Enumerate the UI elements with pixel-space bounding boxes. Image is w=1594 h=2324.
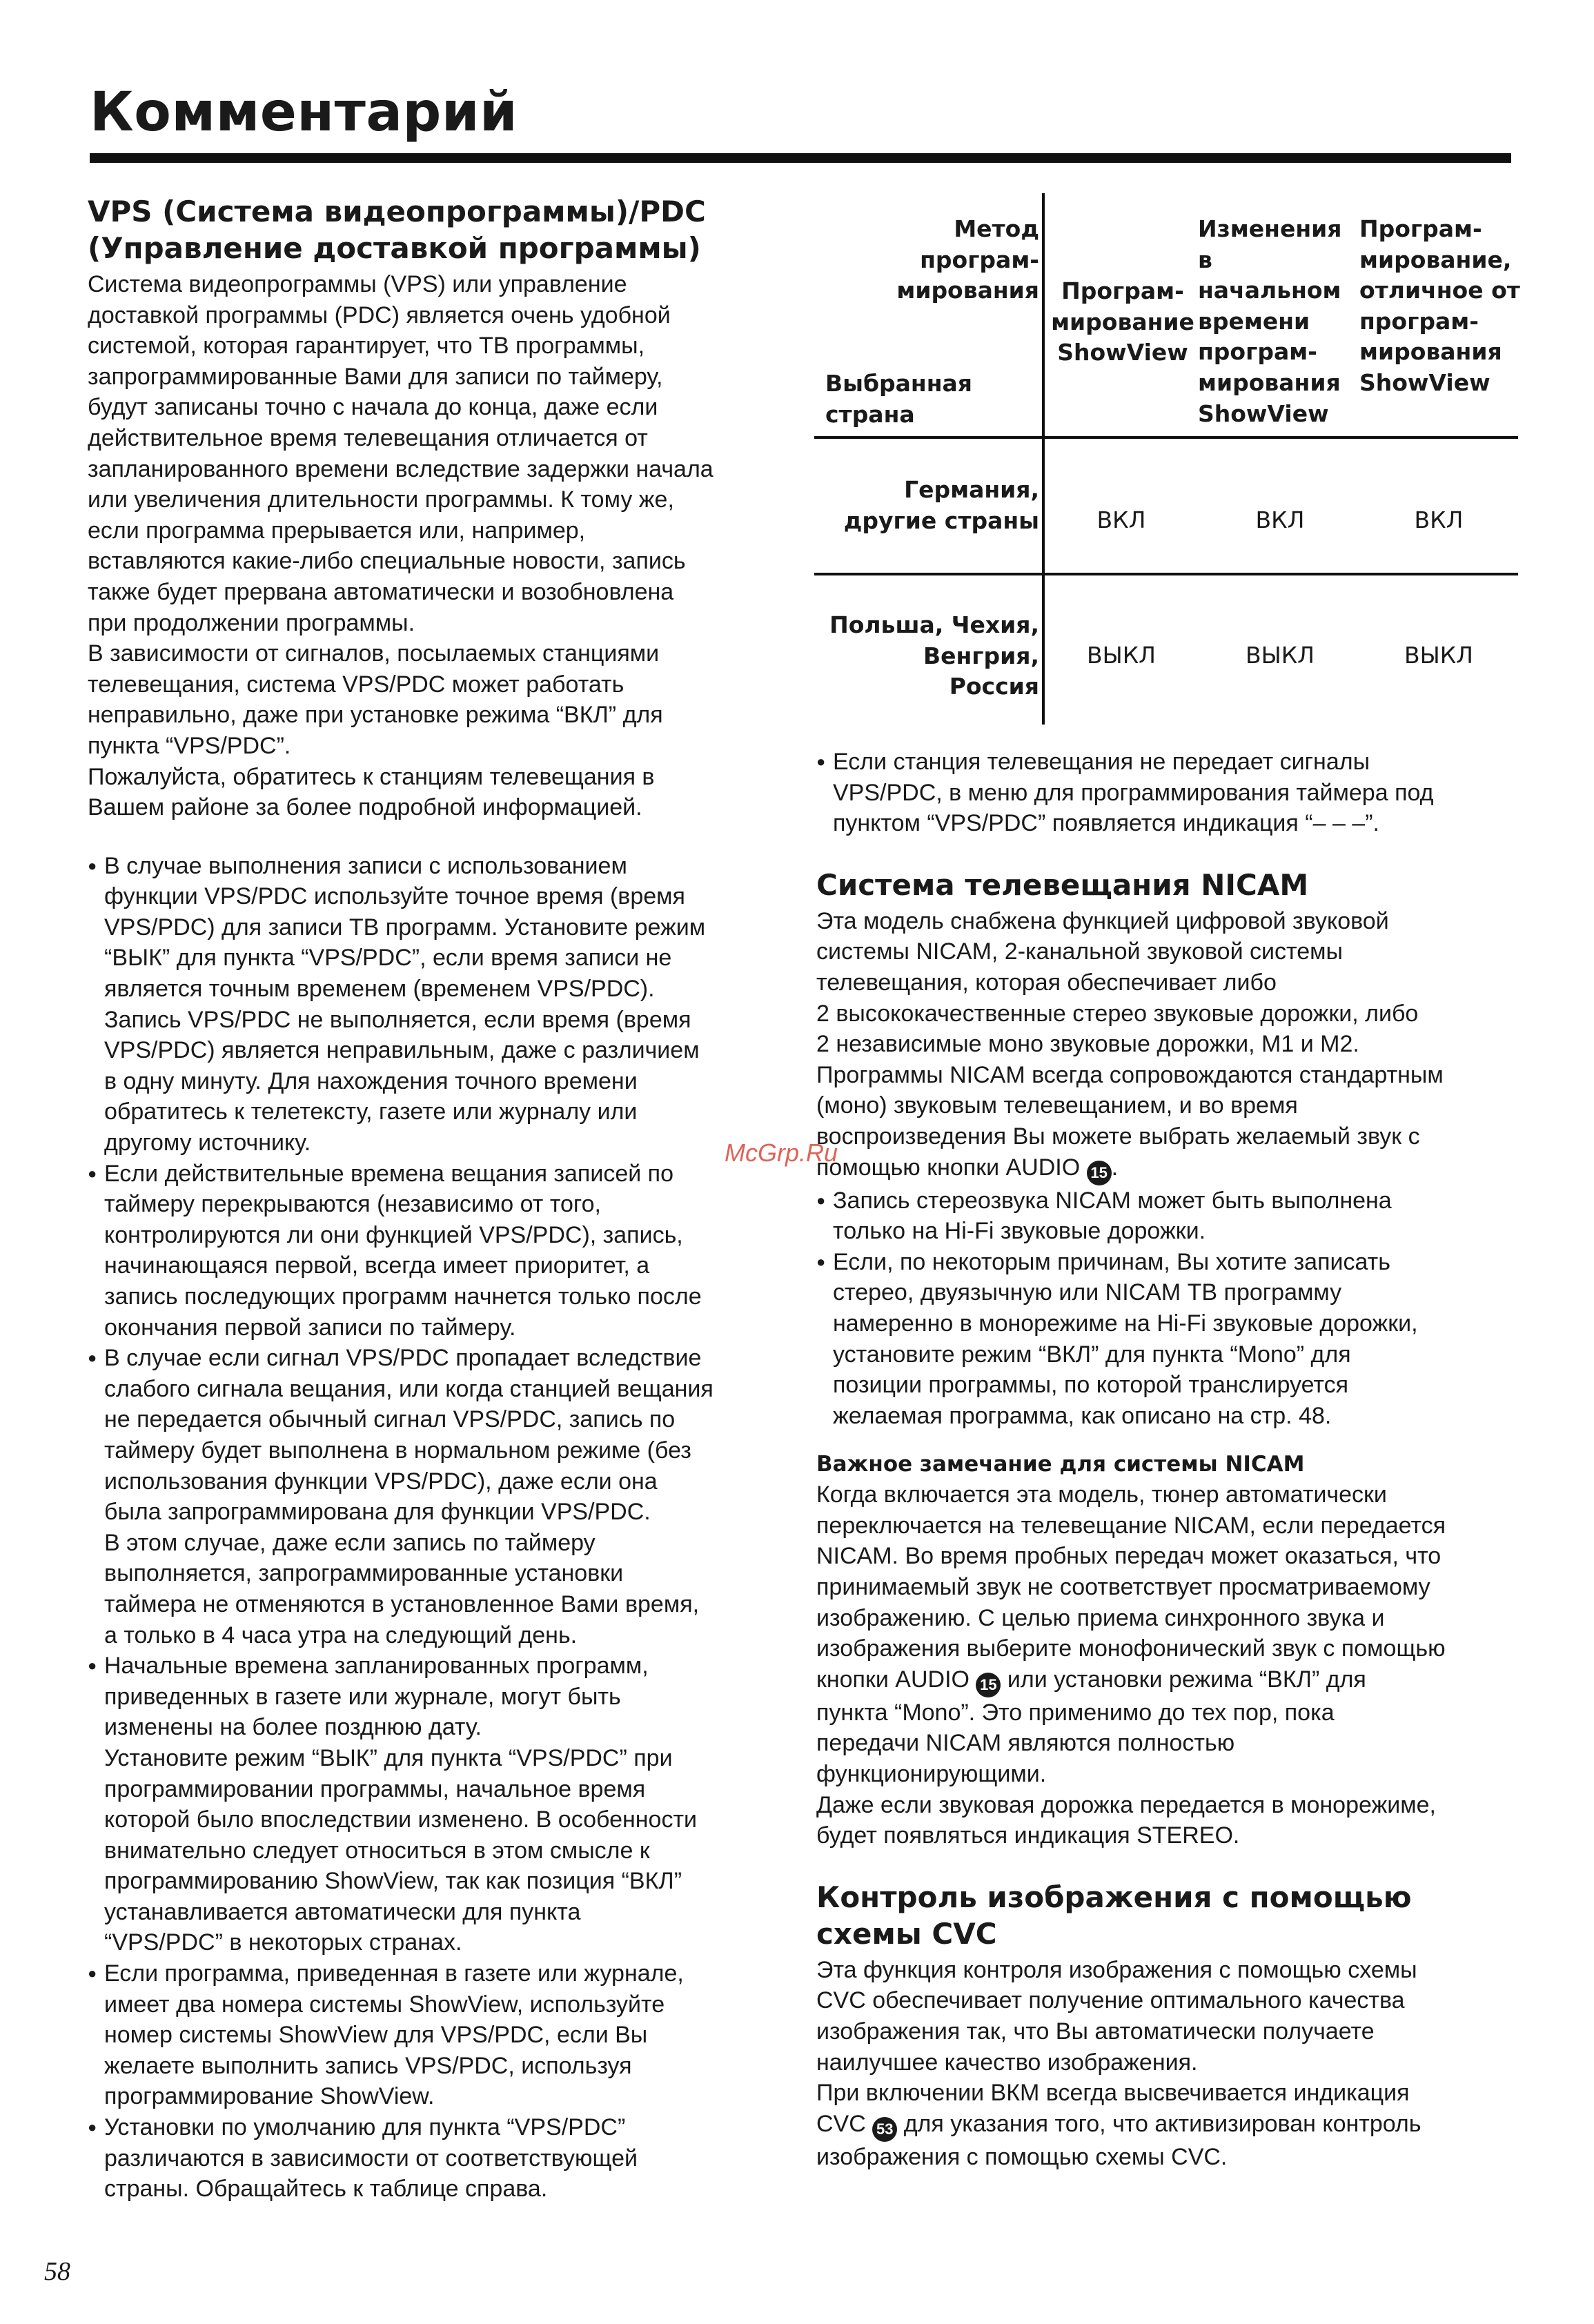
text-line: мирования	[1359, 338, 1502, 366]
text-line: была запрограммирована для функции VPS/PDC.	[104, 1499, 651, 1526]
text-line: запрограммированные Вами для записи по таймеру,	[88, 363, 663, 390]
text-line: VPS/PDC) для записи ТВ программ. Установите режим	[104, 914, 706, 941]
text-line: таймеру будет выполнена в нормальном режиме (без	[104, 1437, 691, 1464]
text-line: действительное время телевещания отличается от	[88, 424, 648, 451]
vps-heading-line-2: (Управление доставкой программы)	[88, 231, 701, 265]
table-header-rule	[814, 436, 1518, 439]
table-cell: ВКЛ	[1096, 506, 1146, 533]
text-line: мирования	[896, 277, 1039, 304]
text-line: установите режим “ВКЛ” для пункта “Mono” для	[833, 1341, 1351, 1368]
text-line: изображения выберите монофонический звук с помощью	[816, 1635, 1446, 1662]
text-line: програм-	[1359, 307, 1479, 335]
text-line: Програм-	[1359, 215, 1482, 242]
cvc-text	[816, 1955, 1520, 2173]
page-title: Комментарий	[90, 81, 518, 144]
text-line: “ВЫК” для пункта “VPS/PDC”, если время записи не	[104, 945, 672, 972]
text-line: 2 высококачественные стерео звуковые дорожки, либо	[816, 1000, 1419, 1027]
text-line: имеет два номера системы ShowView, используйте	[104, 1991, 665, 2018]
vps-default-table	[814, 193, 1518, 725]
bullet-item	[88, 1651, 788, 1958]
text-line: устанавливается автоматически для пункта	[104, 1898, 581, 1925]
text-line: Если действительные времена вещания записей по	[104, 1160, 673, 1187]
bullet-item	[816, 747, 1520, 839]
bullet-item	[816, 1185, 1520, 1247]
text-line: телевещания, система VPS/PDC может работать	[88, 671, 624, 698]
text-line: Система видеопрограммы (VPS) или управление	[88, 271, 627, 297]
text-line: запись последующих программ начнется только после	[104, 1283, 702, 1310]
text-line: Польша, Чехия,	[829, 611, 1039, 638]
text-line: програм-	[920, 246, 1039, 273]
text-line: начальном	[1198, 277, 1341, 304]
text-line: ShowView	[1198, 400, 1329, 427]
text-line: системы NICAM, 2-канальной звуковой системы	[816, 938, 1343, 965]
text-line: внимательно следует относиться в этом смысле к	[104, 1837, 650, 1864]
text-line: номер системы ShowView для VPS/PDC, если Вы	[104, 2022, 648, 2049]
text-line: наилучшее качество изображения.	[816, 2049, 1198, 2076]
nicam-important-text	[816, 1479, 1520, 1851]
text-line: контролируются ли они функцией VPS/PDC), запись,	[104, 1221, 683, 1248]
text-line: намеренно в монорежиме на Hi-Fi звуковые дорожки,	[833, 1310, 1418, 1337]
table-cell: ВКЛ	[1255, 506, 1305, 533]
text-line: в одну минуту. Для нахождения точного времени	[104, 1067, 638, 1094]
text-line: начинающаяся первой, всегда имеет приоритет, а	[104, 1252, 650, 1279]
table-cell: ВЫКЛ	[1087, 642, 1156, 669]
text-line: NICAM. Во время пробных передач может оказаться, что	[816, 1543, 1442, 1570]
bullet-item	[88, 1958, 788, 2112]
text-line: Запись VPS/PDC не выполняется, если время (время	[104, 1006, 691, 1033]
text-line: Если, по некоторым причинам, Вы хотите записать	[833, 1248, 1390, 1275]
text-line: CVC обеспечивает получение оптимального качества	[816, 1987, 1405, 2014]
table-cell: ВКЛ	[1414, 506, 1464, 533]
nicam-text: Эта модель снабжена функцией цифровой звуковой системы NICAM, 2-канальной звуковой системы телевещания, которая обеспечивает либо 2 высококачественные стерео звуковые дорожки, либо 2 независимые моно звуковые дорожки, М1 и М2. Программы NICAM всегда сопровождаются стандартным (моно) звуковым телевещанием, и во время воспроизведения Вы можете выбрать желаемый звук с помощью кнопки AUDIO 15 .	[816, 906, 1520, 1185]
vps-heading	[88, 193, 788, 266]
text-line: Пожалуйста, обратитесь к станциям телевещания в	[88, 763, 655, 790]
text-line: Вашем районе за более подробной информацией.	[88, 794, 642, 821]
text-line: “VPS/PDC” в некоторых странах.	[104, 1929, 462, 1956]
audio-button-ref-icon: 15	[1087, 1161, 1112, 1185]
text-line: программированию ShowView, так как позиция “ВКЛ”	[104, 1868, 682, 1895]
text-line: Эта функция контроля изображения с помощью схемы	[816, 1956, 1417, 1983]
text-line: неправильно, даже при установке режима “ВКЛ” для	[88, 702, 663, 729]
text-line: другому источнику.	[104, 1130, 311, 1156]
text-line: (моно) звуковым телевещанием, и во время	[816, 1092, 1298, 1119]
text-line: При включении ВКМ всегда высвечивается индикация	[816, 2080, 1410, 2107]
text-line: времени	[1198, 307, 1310, 335]
text-line: страны. Обращайтесь к таблице справа.	[104, 2176, 548, 2203]
table-corner-method	[896, 214, 1039, 306]
text-line: программирование ShowView.	[104, 2083, 435, 2110]
title-rule	[90, 153, 1511, 163]
text-line: приведенных в газете или журнале, могут быть	[104, 1683, 621, 1710]
table-corner-country	[825, 368, 972, 430]
text-line: выполняется, запрограммированные установки	[104, 1560, 624, 1587]
text-line: различаются в зависимости от соответствующей	[104, 2145, 638, 2172]
text-line: изображению. С целью приема синхронного звука и	[816, 1604, 1385, 1631]
text-line: для указания того, что активизирован контроль	[903, 2110, 1421, 2137]
text-line: использования функции VPS/PDC), даже если она	[104, 1468, 658, 1495]
bullet-item	[88, 1159, 788, 1343]
text-line: обратитесь к телетексту, газете или журналу или	[104, 1099, 638, 1125]
text-line: изображения так, что Вы автоматически получаете	[816, 2018, 1375, 2045]
text-line: или установки режима “ВКЛ” для	[1007, 1666, 1366, 1693]
text-line: Даже если звуковая дорожка передается в монорежиме,	[816, 1791, 1436, 1818]
spacer	[816, 1431, 1520, 1449]
text-line: запланированного времени вследствие задержки начала	[88, 455, 714, 482]
cvc-heading	[816, 1879, 1520, 1952]
text-line: а только в 4 часа утра на следующий день.	[104, 1622, 578, 1648]
audio-button-ref-icon: 15	[976, 1673, 1001, 1697]
text-line: Изменения	[1198, 215, 1342, 242]
spacer	[816, 1851, 1520, 1879]
right-column	[816, 747, 1520, 2172]
text-line: Когда включается эта модель, тюнер автоматически	[816, 1481, 1387, 1508]
text-line: VPS/PDC) является неправильным, даже с различием	[104, 1037, 700, 1064]
table-note-list	[816, 747, 1520, 839]
text-line: кнопки AUDIO	[816, 1666, 970, 1693]
text-line: VPS/PDC, в меню для программирования таймера под	[833, 779, 1434, 806]
table-row-label-germany	[844, 475, 1039, 536]
table-col-header-showview	[1046, 276, 1199, 368]
bullet-item	[88, 2112, 788, 2205]
table-col-header-start-change	[1198, 214, 1359, 429]
text-line: отличное от	[1359, 277, 1520, 304]
cvc-heading-line-1: Контроль изображения с помощью	[816, 1880, 1412, 1914]
text-line: программировании программы, начальное время	[104, 1775, 646, 1802]
text-line: желаете выполнить запись VPS/PDC, используя	[104, 2052, 632, 2079]
nicam-bullet-list	[816, 1185, 1520, 1432]
text-line: Россия	[949, 673, 1039, 700]
text-line: стерео, двуязычную или NICAM ТВ программу	[833, 1279, 1342, 1306]
table-row-rule	[814, 573, 1518, 575]
text-line: Эта модель снабжена функцией цифровой звуковой	[816, 907, 1389, 934]
cvc-heading-line-2: схемы CVC	[816, 1916, 997, 1951]
text-line: таймеру перекрываются (независимо от того,	[104, 1191, 601, 1218]
text-line: при продолжении программы.	[88, 609, 415, 636]
text-line: принимаемый звук не соответствует просматриваемому	[816, 1574, 1430, 1601]
text-line: функции VPS/PDC используйте точное время (время	[104, 883, 685, 910]
spacer	[88, 823, 788, 851]
text-line: является точным временем (временем VPS/PDC).	[104, 976, 655, 1003]
cvc-indicator-ref-icon: 53	[872, 2117, 897, 2142]
bullet-item	[88, 851, 788, 1159]
text-line: желаемая программа, как описано на стр. 48.	[833, 1402, 1332, 1429]
table-cell: ВЫКЛ	[1246, 642, 1315, 669]
watermark: McGrp.Ru	[725, 1139, 838, 1167]
text-line: позиции программы, по которой транслируется	[833, 1372, 1349, 1399]
text-line: програм-	[1198, 338, 1317, 366]
table-row-label-poland	[829, 610, 1039, 702]
table-cell: ВЫКЛ	[1404, 642, 1473, 669]
text-line: Запись стереозвука NICAM может быть выполнена	[833, 1187, 1392, 1214]
text-line: вставляются какие-либо специальные новости, запись	[88, 548, 686, 575]
page-number: 58	[44, 2257, 70, 2286]
text-line: страна	[825, 400, 915, 428]
text-line: мирование	[1051, 308, 1194, 335]
text-line: воспроизведения Вы можете выбрать желаемый звук с	[816, 1123, 1420, 1150]
left-column	[88, 193, 788, 2205]
bullet-item	[88, 1343, 788, 1651]
bullet-item	[816, 1247, 1520, 1432]
text-line: ShowView	[1359, 368, 1490, 396]
text-line: телевещания, которая обеспечивает либо	[816, 969, 1277, 996]
text-line: пунктом “VPS/PDC” появляется индикация “– – –”.	[833, 810, 1379, 837]
text-line: мирования	[1198, 368, 1341, 396]
text-line: Програм-	[1061, 277, 1184, 304]
text-line: Германия,	[904, 476, 1039, 503]
text-line: передачи NICAM являются полностью	[816, 1730, 1235, 1757]
vps-intro	[88, 269, 788, 823]
text-line: функционирующими.	[816, 1761, 1047, 1788]
text-line: пункта “VPS/PDC”.	[88, 732, 291, 759]
text-line: слабого сигнала вещания, или когда станцией вещания	[104, 1375, 714, 1402]
text-line: Если программа, приведенная в газете или журнале,	[104, 1960, 684, 1987]
text-line: которой было впоследствии изменено. В особенности	[104, 1806, 698, 1833]
text-line: Венгрия,	[923, 642, 1039, 669]
text-line: системой, которая гарантирует, что ТВ программы,	[88, 333, 645, 360]
text-line: будет появляться индикация STEREO.	[816, 1822, 1240, 1849]
text-line: В случае выполнения записи с использованием	[104, 852, 627, 879]
vps-heading-line-1: VPS (Система видеопрограммы)/PDC	[88, 195, 706, 228]
text-line: пункта “Mono”. Это применимо до тех пор, пока	[816, 1699, 1335, 1726]
text-line: В этом случае, даже если запись по таймеру	[104, 1529, 596, 1556]
spacer	[816, 839, 1520, 867]
text-line: не передается обычный сигнал VPS/PDC, запись по	[104, 1406, 676, 1433]
text-line: другие страны	[843, 506, 1039, 534]
nicam-heading: Система телевещания NICAM	[816, 867, 1309, 902]
text-line: В случае если сигнал VPS/PDC пропадает вследствие	[104, 1345, 702, 1372]
text-line: мирование,	[1359, 246, 1512, 273]
text-line: если программа прерывается или, например,	[88, 517, 586, 544]
text-line: изображения с помощью схемы CVC.	[816, 2143, 1228, 2170]
nicam-important-heading: Важное замечание для системы NICAM	[816, 1452, 1305, 1477]
text-line: Если станция телевещания не передает сигналы	[833, 749, 1370, 775]
text-line: таймера не отменяются в установленное Вами время,	[104, 1591, 700, 1617]
text-line: 2 независимые моно звуковые дорожки, М1 и М2.	[816, 1031, 1359, 1058]
text-line: доставкой программы (PDC) является очень удобной	[88, 302, 671, 328]
text-line: изменены на более позднюю дату.	[104, 1714, 482, 1741]
text-line: окончания первой записи по таймеру.	[104, 1314, 516, 1341]
text-line: также будет прервана автоматически и возобновлена	[88, 578, 674, 605]
text-line: помощью кнопки AUDIO	[816, 1154, 1081, 1181]
text-line: CVC	[816, 2110, 866, 2137]
text-line: В зависимости от сигналов, посылаемых станциями	[88, 640, 660, 667]
table-col-header-other	[1359, 214, 1521, 399]
text-line: Установите режим “ВЫК” для пункта “VPS/PDC” при	[104, 1744, 673, 1771]
text-line: переключается на телевещание NICAM, если передается	[816, 1512, 1446, 1539]
text-line: только на Hi-Fi звуковые дорожки.	[833, 1218, 1206, 1245]
text-line: Начальные времена запланированных программ,	[104, 1653, 649, 1680]
text-line: будут записаны точно с начала до конца, даже если	[88, 394, 658, 421]
text-line: или увеличения длительности программы. К тому же,	[88, 486, 674, 513]
text-line: Установки по умолчанию для пункта “VPS/PDC”	[104, 2114, 626, 2141]
vps-bullet-list	[88, 851, 788, 2205]
text-line: Метод	[954, 215, 1039, 242]
text-line: ShowView	[1057, 339, 1188, 366]
text-line: Выбранная	[825, 370, 972, 397]
text-line: Программы NICAM всегда сопровождаются стандартным	[816, 1061, 1444, 1088]
text-line: в	[1198, 246, 1212, 273]
